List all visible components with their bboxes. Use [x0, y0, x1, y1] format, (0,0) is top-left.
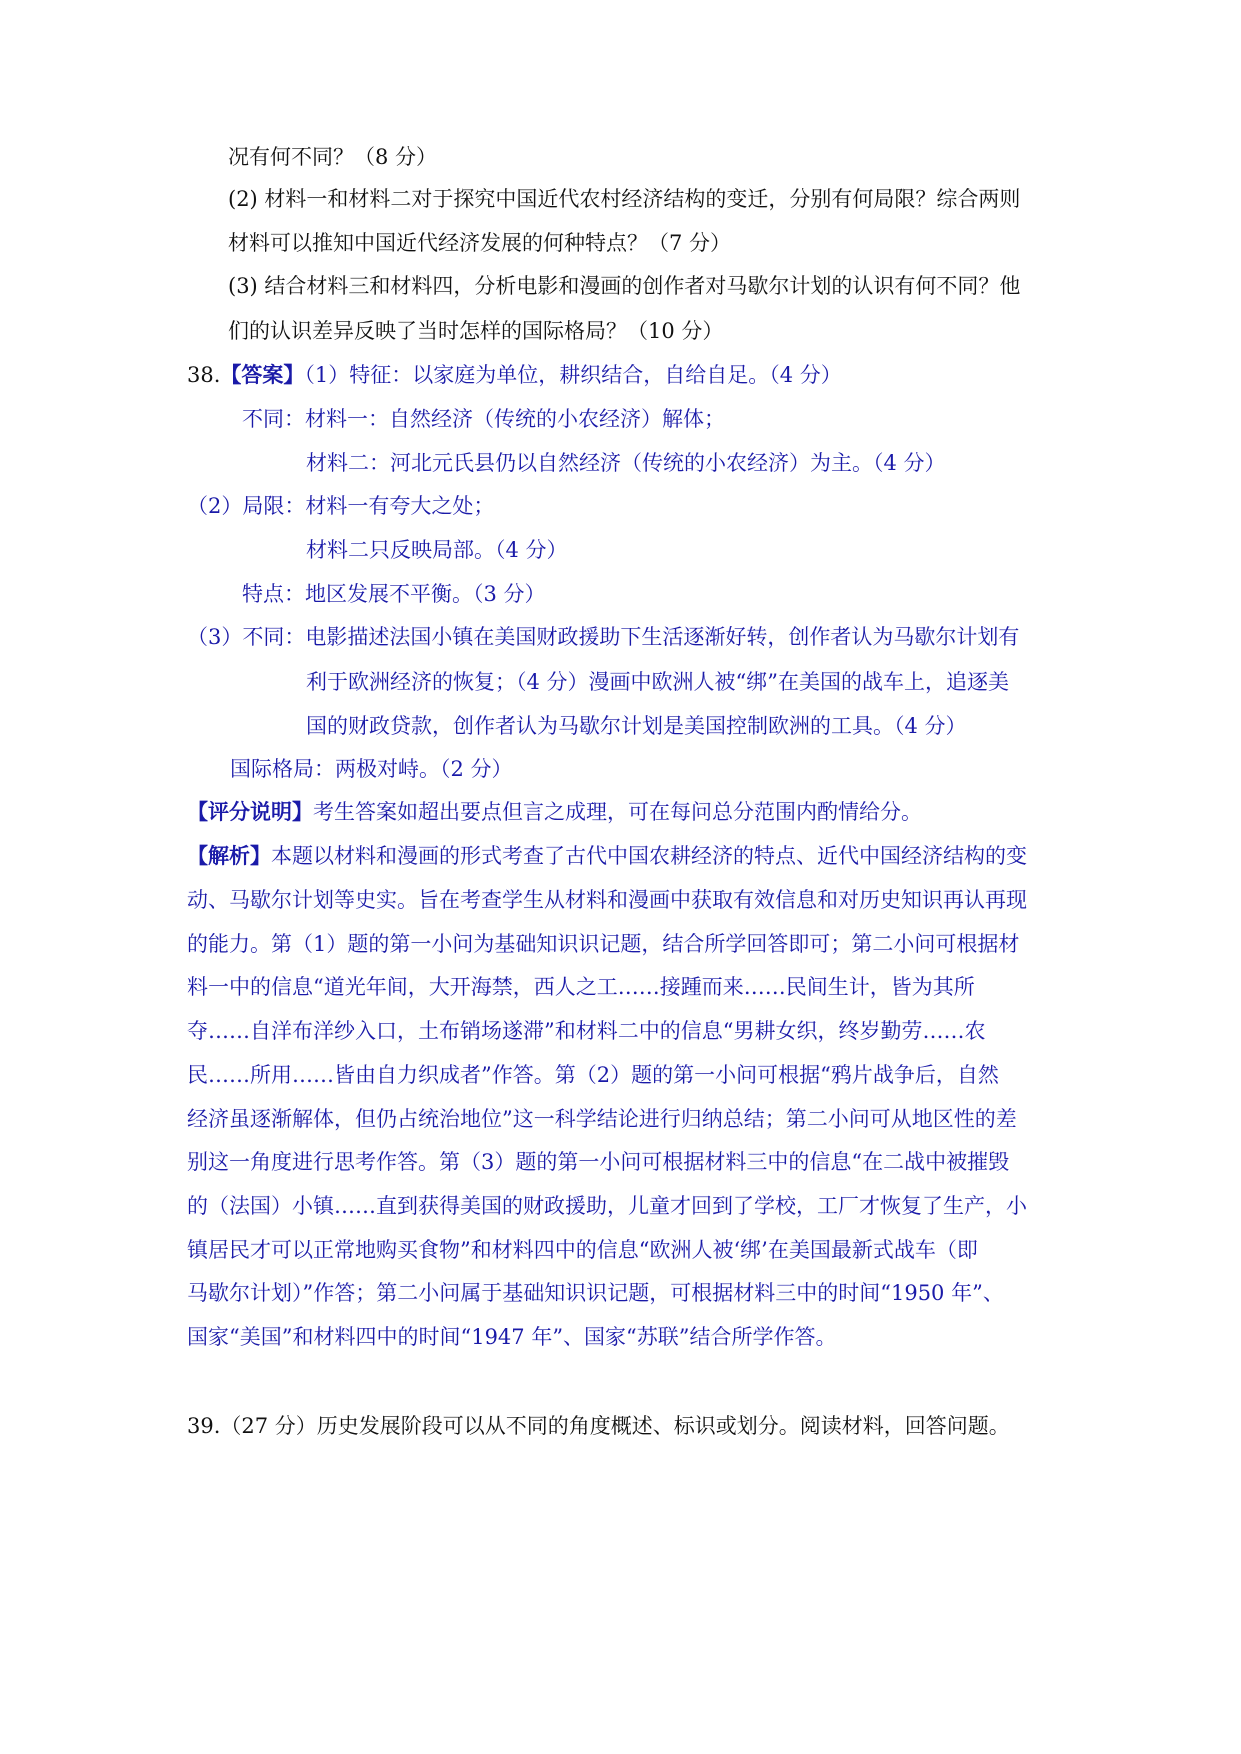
analysis-line: 动、马歇尔计划等史实。旨在考查学生从材料和漫画中获取有效信息和对历史知识再认再现 [187, 888, 1027, 912]
answer-line: 国的财政贷款，创作者认为马歇尔计划是美国控制欧洲的工具。（4 分） [306, 714, 967, 738]
question-text-line: 材料可以推知中国近代经济发展的何种特点？（7 分） [228, 231, 732, 255]
question-39: 39.（27 分）历史发展阶段可以从不同的角度概述、标识或划分。阅读材料，回答问题。 [187, 1414, 1010, 1438]
analysis-line: 马歇尔计划）”作答；第二小问属于基础知识识记题，可根据材料三中的时间“1950 年”、 [187, 1281, 1004, 1305]
question-text-line: (2) 材料一和材料二对于探究中国近代农村经济结构的变迁，分别有何局限？综合两则 [228, 187, 1021, 211]
answer-line: 国际格局：两极对峙。（2 分） [230, 757, 513, 781]
answer-line: （3）不同：电影描述法国小镇在美国财政援助下生活逐渐好转，创作者认为马歇尔计划有 [187, 625, 1020, 649]
analysis-line: 料一中的信息“道光年间，大开海禁，西人之工……接踵而来……民间生计，皆为其所 [187, 975, 975, 999]
scoring-note [187, 797, 922, 827]
answer-line: 特点：地区发展不平衡。（3 分） [242, 582, 546, 606]
analysis-tag: 【解析】 [187, 843, 271, 868]
scoring-text: 考生答案如超出要点但言之成理，可在每问总分范围内酌情给分。 [313, 800, 922, 824]
answer-38-first-line [187, 360, 842, 390]
question-text-line: 们的认识差异反映了当时怎样的国际格局？（10 分） [228, 319, 724, 343]
analysis-line: 经济虽逐渐解体，但仍占统治地位”这一科学结论进行归纳总结；第二小问可从地区性的差 [187, 1107, 1017, 1131]
analysis-line: 的（法国）小镇……直到获得美国的财政援助，儿童才回到了学校，工厂才恢复了生产，小 [187, 1194, 1027, 1218]
answer-line: 利于欧洲经济的恢复；（4 分）漫画中欧洲人被“绑”在美国的战车上，追逐美 [306, 670, 1010, 694]
answer-tag: 【答案】 [220, 362, 305, 387]
analysis-line: 民……所用……皆由自力织成者”作答。第（2）题的第一小问可根据“鸦片战争后，自然 [187, 1063, 999, 1087]
analysis-first-line [187, 841, 1027, 871]
analysis-line: 国家“美国”和材料四中的时间“1947 年”、国家“苏联”结合所学作答。 [187, 1325, 837, 1349]
answer-number: 38. [187, 363, 221, 387]
question-text-line: 况有何不同？（8 分） [228, 145, 438, 169]
analysis-line: 镇居民才可以正常地购买食物”和材料四中的信息“欧洲人被‘绑’在美国最新式战车（即 [187, 1238, 978, 1262]
analysis-line: 别这一角度进行思考作答。第（3）题的第一小问可根据材料三中的信息“在二战中被摧毁 [187, 1150, 1010, 1174]
answer-line: 材料二：河北元氏县仍以自然经济（传统的小农经济）为主。（4 分） [306, 451, 946, 475]
analysis-line: 的能力。第（1）题的第一小问为基础知识识记题，结合所学回答即可；第二小问可根据材 [187, 932, 1020, 956]
answer-line: （1）特征：以家庭为单位，耕织结合，自给自足。（4 分） [304, 363, 842, 387]
question-text-line: (3) 结合材料三和材料四，分析电影和漫画的创作者对马歇尔计划的认识有何不同？他 [228, 274, 1021, 298]
answer-line: 材料二只反映局部。（4 分） [306, 538, 568, 562]
answer-line: （2）局限：材料一有夸大之处； [187, 494, 495, 518]
analysis-line: 本题以材料和漫画的形式考查了古代中国农耕经济的特点、近代中国经济结构的变 [271, 844, 1027, 868]
answer-line: 不同：材料一：自然经济（传统的小农经济）解体； [242, 407, 725, 431]
scoring-tag: 【评分说明】 [187, 799, 313, 824]
analysis-line: 夺……自洋布洋纱入口，土布销场遂滞”和材料二中的信息“男耕女织，终岁勤劳……农 [187, 1019, 986, 1043]
